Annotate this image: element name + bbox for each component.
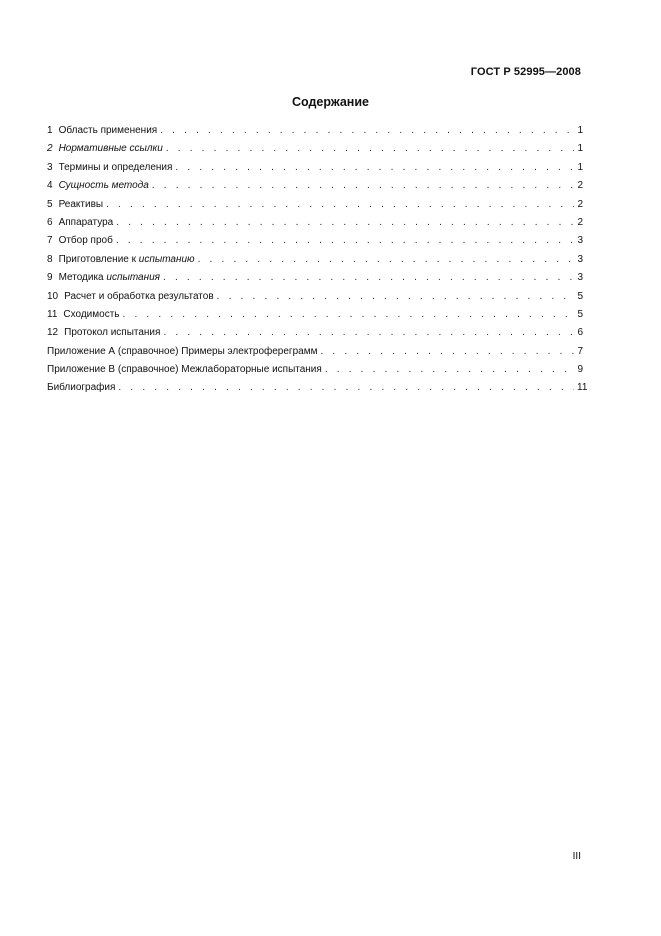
toc-entry-page: 3 — [577, 253, 583, 265]
dot-leader — [175, 159, 574, 177]
toc-entry-page: 2 — [577, 198, 583, 210]
toc-entry-label: Термины и определения — [58, 161, 173, 173]
toc-entry-1[interactable] — [47, 122, 583, 140]
toc-entry-page: 5 — [577, 308, 583, 320]
toc-entry-label: Сходимость — [63, 308, 120, 320]
toc-entry-label — [59, 269, 160, 287]
dot-leader — [163, 269, 574, 287]
toc-entry-number: 5 — [47, 198, 53, 210]
toc-entry-label-part: Методика — [58, 272, 107, 284]
toc-entry-page: 3 — [577, 272, 583, 284]
toc-entry-7[interactable] — [47, 232, 583, 250]
toc-entry-label — [59, 251, 195, 269]
toc-entry-page: 3 — [577, 235, 583, 247]
toc-entry-2[interactable] — [47, 140, 583, 158]
page-number: III — [572, 851, 581, 862]
toc-entry-4[interactable] — [47, 177, 583, 195]
toc-entry-page: 9 — [577, 364, 583, 376]
toc-entry-number: 12 — [47, 327, 59, 339]
toc-entry-12[interactable] — [47, 324, 583, 342]
dot-leader — [116, 214, 574, 232]
toc-entry-label: Реактивы — [58, 198, 104, 210]
toc-entry-number: 4 — [47, 180, 53, 192]
toc-entry-3[interactable] — [47, 159, 583, 177]
toc-entry-label-italic: испытания — [106, 272, 161, 284]
toc-entry-label: Сущность метода — [58, 180, 149, 192]
toc-entry-number: 8 — [47, 253, 53, 265]
dot-leader — [106, 196, 574, 214]
dot-leader — [116, 232, 574, 250]
toc-entry-page: 2 — [577, 216, 583, 228]
toc-entry-appendix-b[interactable] — [47, 361, 583, 379]
dot-leader — [325, 361, 574, 379]
toc-entry-label: Приложение А (справочное) Примеры электрофереграмм — [47, 345, 318, 357]
toc-entry-page: 7 — [577, 345, 583, 357]
toc-entry-9[interactable] — [47, 269, 583, 287]
dot-leader — [123, 306, 575, 324]
toc-entry-number: 6 — [47, 216, 53, 228]
toc-entry-number: 3 — [47, 161, 53, 173]
document-code: ГОСТ Р 52995—2008 — [470, 66, 581, 78]
toc-entry-label: Отбор проб — [58, 235, 113, 247]
toc-entry-page: 2 — [577, 180, 583, 192]
toc-entry-label: Нормативные ссылки — [58, 143, 163, 155]
toc-entry-label: Расчет и обработка результатов — [64, 290, 214, 302]
toc-entry-10[interactable] — [47, 288, 583, 306]
toc-entry-label: Библиография — [47, 382, 116, 394]
dot-leader — [320, 343, 574, 361]
dot-leader — [152, 177, 574, 195]
toc-entry-5[interactable] — [47, 196, 583, 214]
toc-entry-number: 2 — [47, 143, 53, 155]
dot-leader — [166, 140, 574, 158]
toc-entry-bibliography[interactable] — [47, 379, 588, 397]
dot-leader — [198, 251, 574, 269]
toc-entry-appendix-a[interactable] — [47, 343, 583, 361]
toc-entry-label: Аппаратура — [58, 216, 114, 228]
toc-entry-page: 6 — [577, 327, 583, 339]
toc-entry-number: 9 — [47, 272, 53, 284]
dot-leader — [217, 288, 574, 306]
toc-entry-page: 1 — [577, 161, 583, 173]
toc-entry-page: 1 — [577, 143, 583, 155]
toc-entry-number: 10 — [47, 290, 59, 302]
toc-entry-label-italic: испытанию — [138, 253, 195, 265]
toc-entry-6[interactable] — [47, 214, 583, 232]
toc-entry-11[interactable] — [47, 306, 583, 324]
toc-entry-number: 7 — [47, 235, 53, 247]
toc-entry-number: 1 — [47, 125, 53, 136]
toc-title: Содержание — [291, 95, 369, 109]
toc-entry-number: 11 — [47, 308, 58, 320]
toc-entry-8[interactable] — [47, 251, 583, 269]
table-of-contents — [47, 122, 588, 398]
toc-entry-label: Приложение В (справочное) Межлабораторные испытания — [47, 364, 322, 376]
dot-leader — [160, 122, 574, 140]
dot-leader — [118, 379, 574, 397]
toc-entry-label: Протокол испытания — [64, 327, 161, 339]
toc-entry-label: Область применения — [58, 125, 158, 136]
toc-entry-page: 1 — [577, 125, 583, 136]
toc-entry-label-part: Приготовление к — [58, 253, 139, 265]
toc-entry-page: 5 — [577, 290, 583, 302]
dot-leader — [163, 324, 574, 342]
toc-entry-page: 11 — [577, 382, 588, 394]
